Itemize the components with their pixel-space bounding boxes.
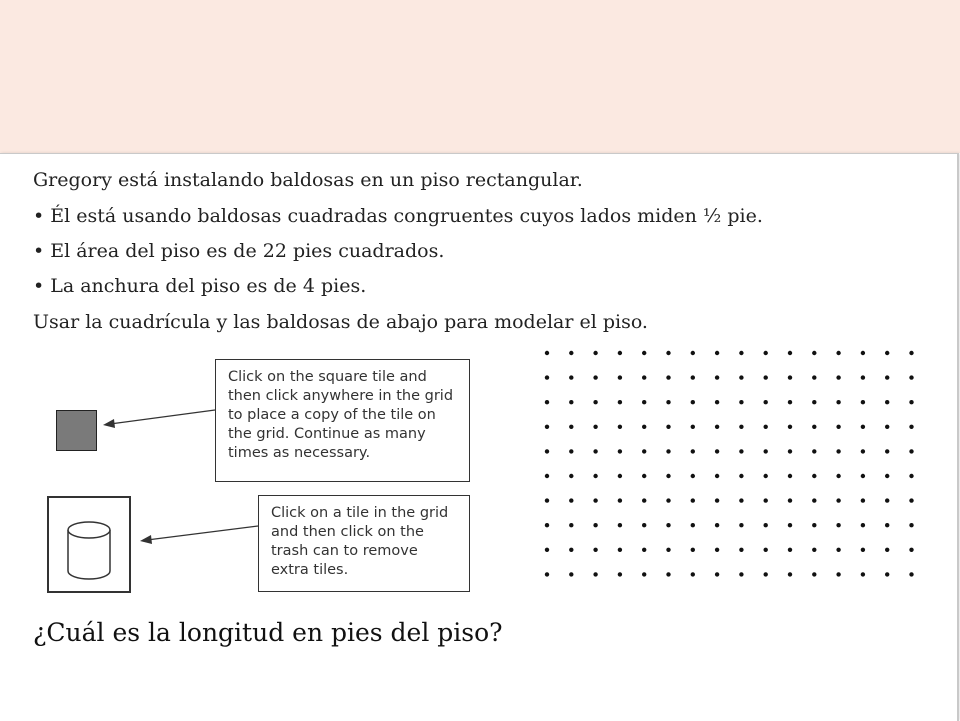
dot-grid[interactable] xyxy=(536,343,926,583)
grid-dot xyxy=(764,449,768,453)
grid-dot xyxy=(666,425,670,429)
grid-dot xyxy=(569,400,573,404)
grid-dot xyxy=(836,375,840,379)
grid-dot xyxy=(691,474,695,478)
grid-dot xyxy=(618,425,622,429)
grid-dot xyxy=(909,351,913,355)
grid-dot xyxy=(861,449,865,453)
grid-dot xyxy=(861,548,865,552)
grid-dot xyxy=(861,572,865,576)
grid-dot xyxy=(764,351,768,355)
grid-dot xyxy=(861,375,865,379)
grid-dot xyxy=(739,498,743,502)
grid-dot xyxy=(569,425,573,429)
grid-dot xyxy=(545,425,549,429)
grid-dot xyxy=(715,425,719,429)
grid-dot xyxy=(642,375,646,379)
grid-dot xyxy=(642,572,646,576)
grid-dot xyxy=(909,474,913,478)
square-tile-icon[interactable] xyxy=(56,410,97,451)
grid-dot xyxy=(739,449,743,453)
grid-dot xyxy=(885,425,889,429)
grid-dot xyxy=(788,572,792,576)
grid-dot xyxy=(593,474,597,478)
grid-dot xyxy=(788,498,792,502)
grid-dot xyxy=(788,523,792,527)
grid-dot xyxy=(545,474,549,478)
grid-dot xyxy=(666,351,670,355)
grid-dot xyxy=(593,425,597,429)
grid-dot xyxy=(618,449,622,453)
grid-dot xyxy=(715,474,719,478)
problem-intro: Gregory está instalando baldosas en un piso rectangular. xyxy=(33,169,583,191)
grid-dot xyxy=(569,449,573,453)
grid-dot xyxy=(545,400,549,404)
grid-dot xyxy=(788,425,792,429)
grid-dot xyxy=(618,351,622,355)
grid-dot xyxy=(739,375,743,379)
grid-dot xyxy=(691,449,695,453)
grid-dot xyxy=(836,572,840,576)
grid-dot xyxy=(593,375,597,379)
bullet-tile-size: • Él está usando baldosas cuadradas congruentes cuyos lados miden ½ pie. xyxy=(33,205,763,227)
grid-dot xyxy=(909,548,913,552)
grid-dot xyxy=(593,523,597,527)
grid-dot xyxy=(666,498,670,502)
grid-dot xyxy=(788,351,792,355)
grid-dot xyxy=(788,400,792,404)
grid-dot xyxy=(691,523,695,527)
grid-dot xyxy=(691,498,695,502)
grid-dot xyxy=(861,425,865,429)
grid-dot xyxy=(764,375,768,379)
grid-dot xyxy=(836,498,840,502)
grid-dot xyxy=(593,351,597,355)
grid-dot xyxy=(593,498,597,502)
grid-dot xyxy=(569,498,573,502)
grid-dot xyxy=(909,523,913,527)
grid-dot xyxy=(545,375,549,379)
trash-can-button[interactable] xyxy=(47,496,131,593)
grid-dot xyxy=(836,548,840,552)
grid-dot xyxy=(764,548,768,552)
grid-dot xyxy=(618,375,622,379)
grid-dot xyxy=(715,572,719,576)
grid-dot xyxy=(642,474,646,478)
grid-dot xyxy=(691,351,695,355)
header-band xyxy=(0,0,960,153)
grid-dot xyxy=(569,351,573,355)
grid-dot xyxy=(642,425,646,429)
grid-dot xyxy=(812,572,816,576)
grid-dot xyxy=(764,474,768,478)
grid-dot xyxy=(885,375,889,379)
grid-dot xyxy=(593,572,597,576)
grid-dot xyxy=(545,351,549,355)
grid-dot xyxy=(715,523,719,527)
grid-dot xyxy=(764,400,768,404)
grid-dot xyxy=(861,400,865,404)
grid-dot xyxy=(764,498,768,502)
grid-dot xyxy=(642,498,646,502)
grid-dot xyxy=(885,548,889,552)
grid-dot xyxy=(569,375,573,379)
grid-dot xyxy=(885,523,889,527)
grid-dot xyxy=(788,375,792,379)
grid-dot xyxy=(836,400,840,404)
grid-dot xyxy=(861,351,865,355)
grid-dot xyxy=(836,523,840,527)
grid-dot xyxy=(618,523,622,527)
grid-dot xyxy=(569,572,573,576)
grid-dot xyxy=(618,572,622,576)
bullet-floor-width: • La anchura del piso es de 4 pies. xyxy=(33,275,367,297)
grid-dot xyxy=(739,474,743,478)
grid-dot xyxy=(739,425,743,429)
grid-dot xyxy=(715,351,719,355)
problem-instruction: Usar la cuadrícula y las baldosas de abajo para modelar el piso. xyxy=(33,311,648,333)
grid-dot xyxy=(909,400,913,404)
grid-dot xyxy=(691,572,695,576)
grid-dot xyxy=(642,449,646,453)
grid-dot xyxy=(545,548,549,552)
grid-dot xyxy=(836,449,840,453)
grid-dot xyxy=(618,474,622,478)
grid-dot xyxy=(545,449,549,453)
grid-dot xyxy=(909,572,913,576)
grid-dot xyxy=(691,548,695,552)
grid-dot xyxy=(861,498,865,502)
grid-dot xyxy=(788,548,792,552)
grid-dot xyxy=(812,474,816,478)
grid-dot xyxy=(569,474,573,478)
grid-dot xyxy=(666,548,670,552)
grid-dot xyxy=(885,474,889,478)
grid-dot xyxy=(885,572,889,576)
grid-dot xyxy=(715,375,719,379)
grid-dot xyxy=(885,449,889,453)
grid-dot xyxy=(545,523,549,527)
grid-dot xyxy=(642,400,646,404)
grid-dot xyxy=(885,498,889,502)
grid-dot xyxy=(739,351,743,355)
grid-dot xyxy=(715,548,719,552)
grid-dot xyxy=(812,425,816,429)
grid-dot xyxy=(909,425,913,429)
grid-dot xyxy=(739,400,743,404)
grid-dot xyxy=(909,375,913,379)
grid-dot xyxy=(691,425,695,429)
grid-dot xyxy=(618,548,622,552)
grid-dot xyxy=(909,449,913,453)
question-text: ¿Cuál es la longitud en pies del piso? xyxy=(33,618,503,647)
grid-dot xyxy=(593,449,597,453)
grid-dot xyxy=(812,375,816,379)
grid-dot xyxy=(715,449,719,453)
grid-dot xyxy=(812,523,816,527)
grid-dot xyxy=(593,548,597,552)
grid-dot xyxy=(666,375,670,379)
grid-dot xyxy=(642,523,646,527)
grid-dot xyxy=(715,400,719,404)
grid-dot xyxy=(618,498,622,502)
bullet-floor-area: • El área del piso es de 22 pies cuadrados. xyxy=(33,240,445,262)
grid-dot xyxy=(788,449,792,453)
grid-dot xyxy=(739,548,743,552)
tile-instruction-callout: Click on the square tile and then click anywhere in the grid to place a copy of the tile on the grid. Continue as many times as necessary. xyxy=(215,359,470,482)
grid-dot xyxy=(788,474,792,478)
grid-dot xyxy=(569,548,573,552)
grid-dot xyxy=(764,425,768,429)
grid-dot xyxy=(812,548,816,552)
grid-dot xyxy=(691,375,695,379)
grid-dot xyxy=(836,425,840,429)
grid-dot xyxy=(691,400,695,404)
grid-dot xyxy=(666,400,670,404)
grid-dot xyxy=(666,449,670,453)
grid-dot xyxy=(642,351,646,355)
grid-dot xyxy=(715,498,719,502)
grid-dot xyxy=(593,400,597,404)
grid-dot xyxy=(666,474,670,478)
grid-dot xyxy=(812,498,816,502)
grid-dot xyxy=(739,523,743,527)
grid-dot xyxy=(812,400,816,404)
grid-dot xyxy=(812,351,816,355)
grid-dot xyxy=(885,351,889,355)
grid-dot xyxy=(545,498,549,502)
grid-dot xyxy=(764,523,768,527)
grid-dot xyxy=(909,498,913,502)
trash-can-icon xyxy=(49,498,129,591)
grid-dot xyxy=(764,572,768,576)
grid-dot xyxy=(836,474,840,478)
grid-dot xyxy=(861,523,865,527)
grid-dot xyxy=(666,572,670,576)
grid-dot xyxy=(812,449,816,453)
grid-dot xyxy=(861,474,865,478)
trash-instruction-callout: Click on a tile in the grid and then click on the trash can to remove extra tiles. xyxy=(258,495,470,592)
grid-dot xyxy=(642,548,646,552)
grid-dot xyxy=(885,400,889,404)
grid-dot xyxy=(618,400,622,404)
grid-dot xyxy=(569,523,573,527)
grid-dot xyxy=(739,572,743,576)
grid-dot xyxy=(666,523,670,527)
grid-dot xyxy=(836,351,840,355)
grid-dot xyxy=(545,572,549,576)
